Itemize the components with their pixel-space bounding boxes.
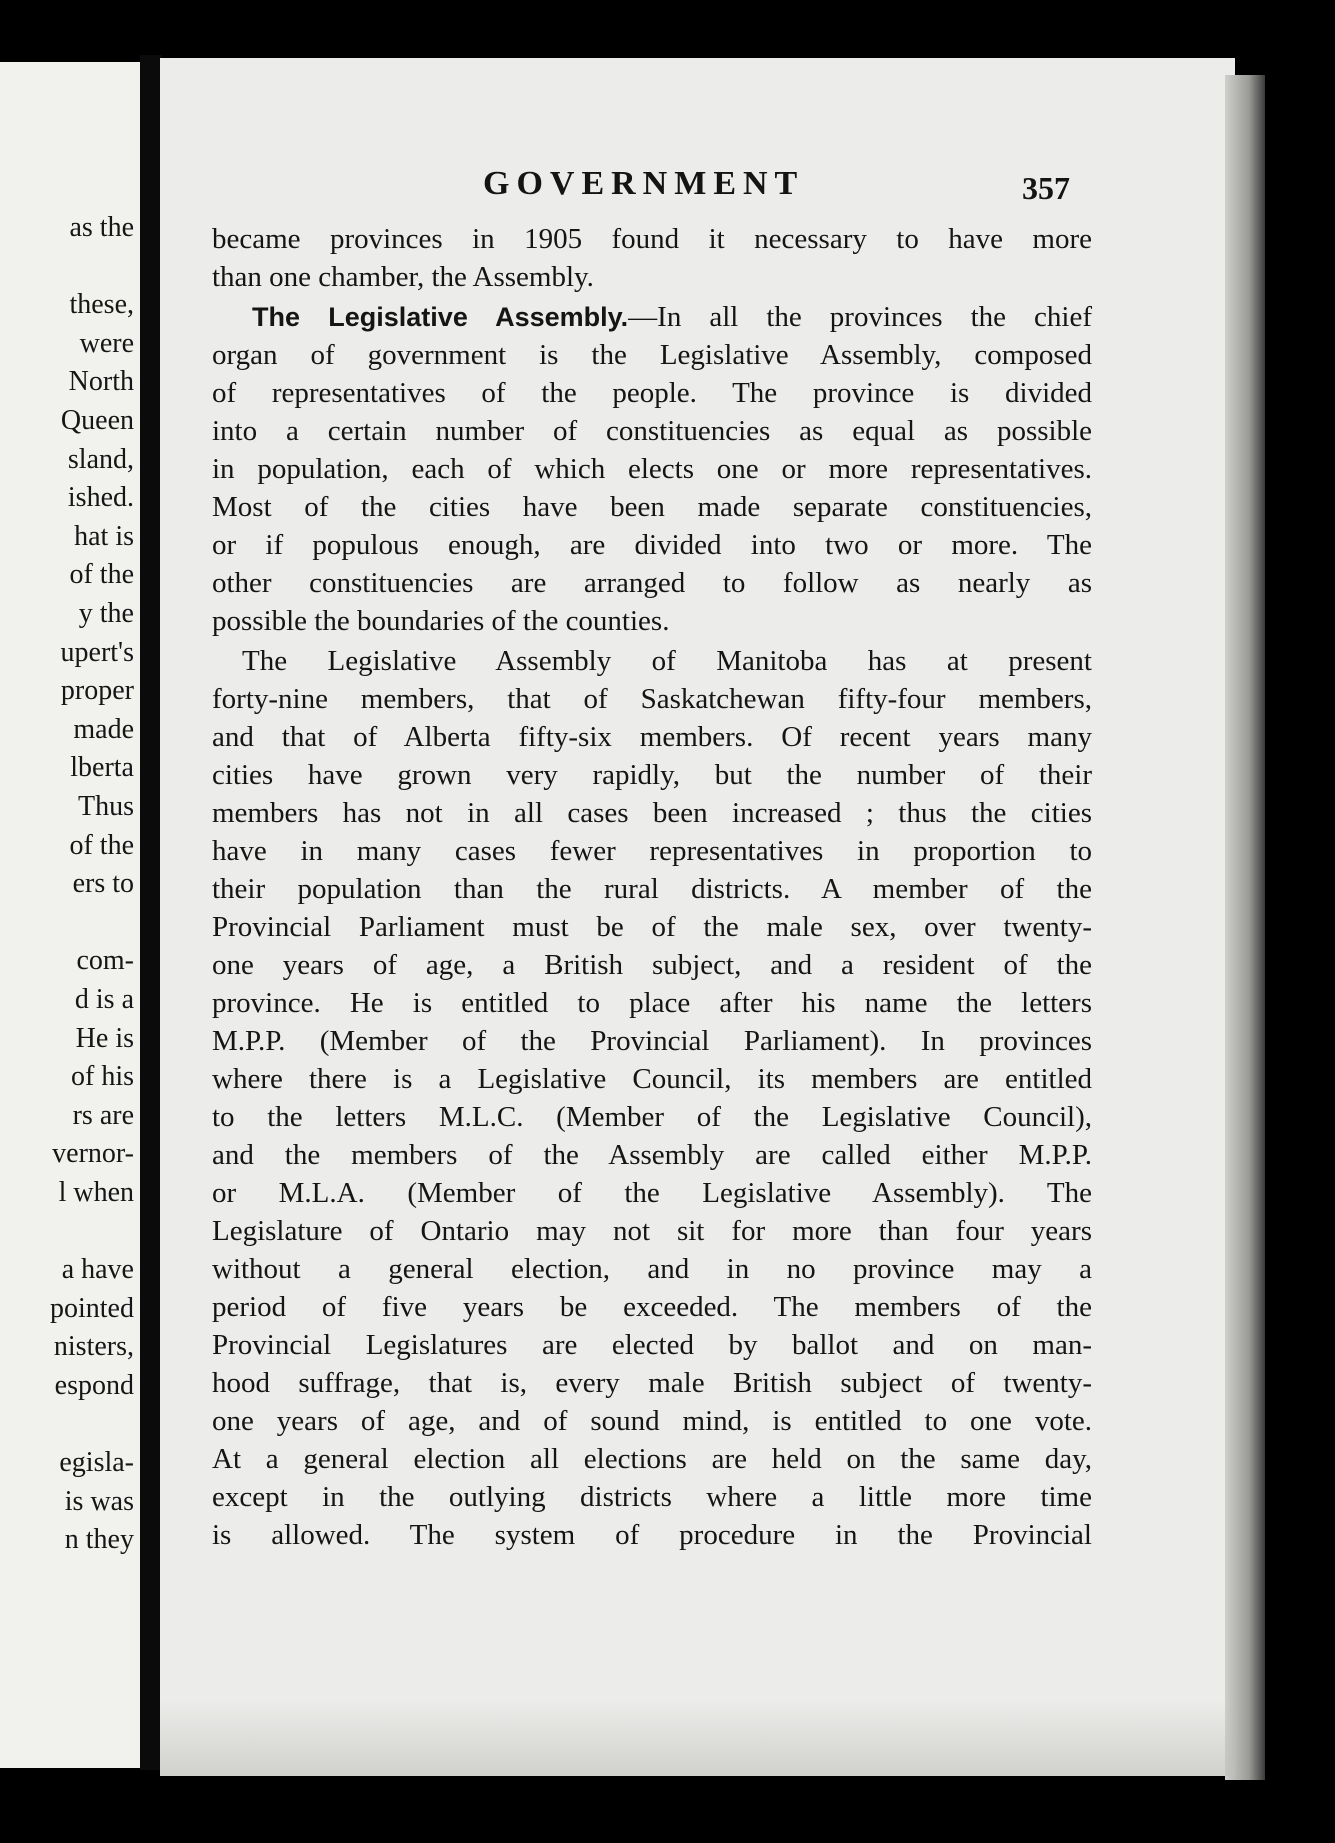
text-line: organ of government is the Legislative Assembly, composed (212, 339, 1092, 371)
left-page-line: egisla- (59, 1447, 134, 1479)
left-page-line: espond (54, 1370, 134, 1401)
text-line: in population, each of which elects one or more representatives. (212, 453, 1092, 485)
text-line: one years of age, a British subject, and a resident of the (212, 949, 1092, 981)
text-line: of representatives of the people. The province is divided (212, 377, 1092, 409)
binding-gutter (140, 55, 162, 1770)
left-page-line: hat is (74, 520, 134, 552)
text-line: have in many cases fewer representatives in proportion to (212, 835, 1092, 867)
left-page-line: He is (75, 1022, 134, 1054)
text-line: At a general election all elections are held on the same day, (212, 1443, 1092, 1475)
text-line: hood suffrage, that is, every male British subject of twenty- (212, 1367, 1092, 1399)
page-number: 357 (1022, 170, 1070, 206)
text-line: where there is a Legislative Council, its members are entitled (212, 1063, 1092, 1095)
text-line: Provincial Parliament must be of the male sex, over twenty- (212, 911, 1092, 943)
left-page-line: ers to (72, 868, 134, 900)
text-line: cities have grown very rapidly, but the number of their (212, 759, 1092, 791)
text-line: period of five years be exceeded. The members of the (212, 1291, 1092, 1323)
text-line: province. He is entitled to place after his name the letters (212, 987, 1092, 1019)
left-page-line: d is a (74, 984, 134, 1015)
left-page-line: upert's (60, 636, 134, 668)
text-line: is allowed. The system of procedure in the Provincial (212, 1519, 1092, 1551)
text-line: other constituencies are arranged to follow as nearly as (212, 567, 1092, 599)
left-page-line: nisters, (53, 1331, 134, 1363)
left-page-line: vernor- (52, 1138, 134, 1170)
left-page-line: com- (76, 945, 134, 977)
left-page-line: Thus (78, 791, 134, 822)
text-line: The Legislative Assembly of Manitoba has at present (242, 645, 1092, 677)
text-line: Legislature of Ontario may not sit for more than four years (212, 1215, 1092, 1247)
text-line: their population than the rural districts. A member of the (212, 873, 1092, 905)
text-line: or if populous enough, are divided into two or more. The (212, 529, 1092, 561)
left-page-line: North (68, 366, 134, 398)
left-page-line: pointed (50, 1292, 134, 1324)
left-page-line: ished. (67, 482, 134, 514)
text-line: forty-nine members, that of Saskatchewan fifty-four members, (212, 683, 1092, 715)
left-page-line: l when (58, 1177, 134, 1208)
left-page-fragment (0, 62, 140, 1768)
left-page-line: were (79, 327, 134, 359)
left-page-line: proper (60, 675, 134, 707)
text-line: without a general election, and in no province may a (212, 1253, 1092, 1285)
left-page-line: as the (69, 212, 134, 243)
left-page-line: y the (78, 598, 134, 629)
running-head: GOVERNMENT (483, 165, 805, 202)
left-page-line: a have (61, 1254, 134, 1286)
left-page-line: sland, (67, 443, 134, 475)
text-line: and the members of the Assembly are called either M.P.P. (212, 1139, 1092, 1171)
text-line: possible the boundaries of the counties. (212, 605, 670, 637)
text-line: into a certain number of constituencies as equal as possible (212, 415, 1092, 447)
text-line: to the letters M.L.C. (Member of the Legislative Council), (212, 1101, 1092, 1133)
text-line: Most of the cities have been made separate constituencies, (212, 491, 1092, 523)
left-page-line: these, (69, 289, 134, 321)
left-page-line: of his (71, 1061, 134, 1093)
left-page-line: lberta (70, 752, 134, 784)
text-line-continuation: —In all the provinces the chief (628, 301, 1092, 333)
text-line: one years of age, and of sound mind, is entitled to one vote. (212, 1405, 1092, 1437)
left-page-line: n they (64, 1524, 134, 1556)
section-heading-line (212, 299, 1092, 335)
text-line: M.P.P. (Member of the Provincial Parliament). In provinces (212, 1025, 1092, 1057)
text-line: or M.L.A. (Member of the Legislative Assembly). The (212, 1177, 1092, 1209)
page-edge (1225, 75, 1265, 1780)
text-line: Provincial Legislatures are elected by ballot and on man- (212, 1329, 1092, 1361)
left-page-line: of the (69, 559, 134, 591)
left-page-line: is was (64, 1485, 134, 1517)
text-line: except in the outlying districts where a little more time (212, 1481, 1092, 1513)
text-line: and that of Alberta fifty-six members. Of recent years many (212, 721, 1092, 753)
section-heading: The Legislative Assembly. (252, 302, 629, 332)
text-line: than one chamber, the Assembly. (212, 261, 594, 293)
left-page-line: Queen (60, 405, 134, 436)
page-shadow (160, 1700, 1235, 1776)
text-line: became provinces in 1905 found it necessary to have more (212, 223, 1092, 255)
left-page-line: made (73, 713, 134, 745)
text-line: members has not in all cases been increased ; thus the cities (212, 797, 1092, 829)
left-page-line: rs are (72, 1099, 134, 1131)
left-page-line: of the (69, 829, 134, 861)
